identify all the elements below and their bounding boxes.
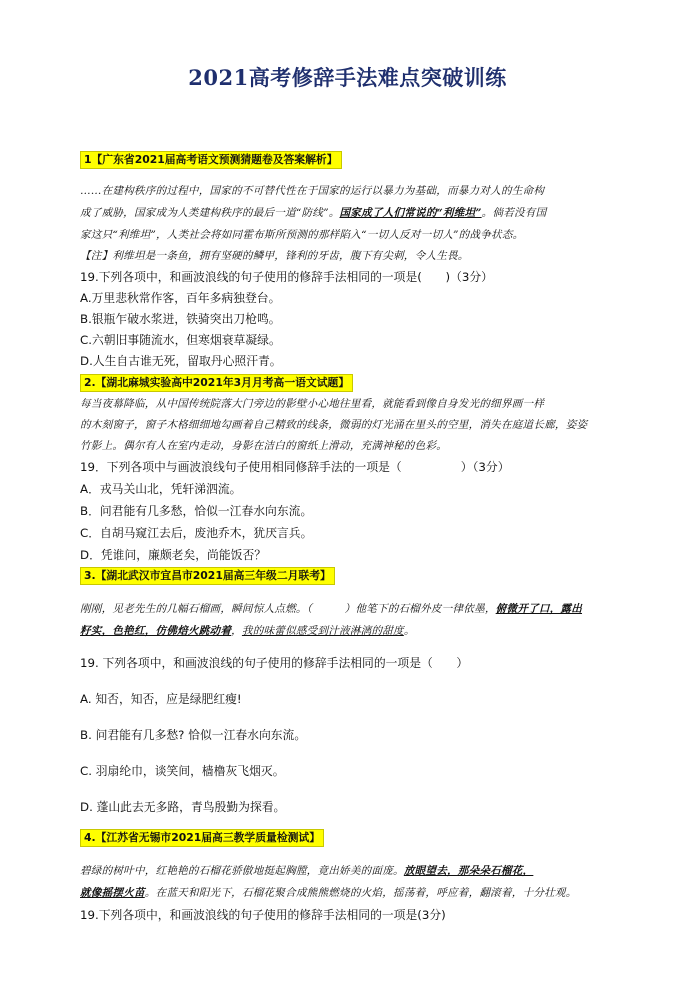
s3-paragraph-line-2 — [80, 622, 620, 640]
section-2-header: 2.【湖北麻城实验高中2021年3月月考高一语文试题】 — [80, 374, 353, 392]
s3-text-comma: ， — [231, 625, 242, 637]
section-1-header-line — [80, 150, 620, 169]
s2-option-c: C．自胡马窥江去后，废池乔木，犹厌言兵。 — [80, 526, 313, 540]
s3-wavy-sentence-3: 我的味蕾似感受到汁液淋漓的甜度 — [241, 625, 404, 637]
s4-wavy-sentence-1: 放眼望去，那朵朵石榴花， — [403, 865, 534, 877]
s2-paragraph-line-3: 竹影上。偶尔有人在室内走动，身影在洁白的窗纸上滑动，充满神秘的色彩。 — [80, 440, 447, 452]
s3-text-end: 。 — [403, 625, 415, 637]
s3-option-c: C. 羽扇纶巾，谈笑间，樯橹灰飞烟灭。 — [80, 764, 285, 778]
page-title: 2021高考修辞手法难点突破训练 — [188, 65, 507, 90]
s1-wavy-sentence: 国家成了人们常说的“利维坦” — [339, 207, 482, 219]
s1-question: 19.下列各项中，和画波浪线的句子使用的修辞手法相同的一项是( )（3分） — [80, 270, 493, 284]
section-4-header-line — [80, 828, 620, 847]
s1-text-pre: 成了威胁，国家成为人类建构秩序的最后一道“防线”。 — [80, 207, 340, 219]
s1-note: 【注】利维坦是一条鱼，拥有坚硬的鳞甲，锋利的牙齿，腹下有尖刺，令人生畏。 — [80, 250, 469, 262]
s3-option-d: D. 蓬山此去无多路，青鸟殷勤为探看。 — [80, 800, 286, 814]
s1-paragraph-line-1: ……在建构秩序的过程中，国家的不可替代性在于国家的运行以暴力为基础，而暴力对人的生命构 — [80, 185, 545, 197]
s4-wavy-sentence-2: 就像摇摆火苗 — [80, 887, 145, 899]
s1-option-d: D.人生自古谁无死，留取丹心照汗青。 — [80, 354, 282, 368]
s4-paragraph-line-2 — [80, 884, 620, 902]
section-2-header-line — [80, 373, 620, 392]
s4-paragraph-line-1 — [80, 862, 620, 880]
s2-paragraph-line-1: 每当夜幕降临，从中国传统院落大门旁边的影壁小心地往里看，就能看到像自身发光的细界画一样 — [80, 398, 545, 410]
s2-option-b: B．问君能有几多愁，恰似一江春水向东流。 — [80, 504, 313, 518]
s2-paragraph-line-2: 的木刻窗子，窗子木格细细地勾画着自己精致的线条，微弱的灯光涌在里头的空里，消失在庭道长廊，姿姿 — [80, 419, 588, 431]
s3-text-1: 刚刚，见老先生的几幅石榴画，瞬间惊人点燃。（ ）他笔下的石榴外皮一律依墨， — [80, 603, 496, 615]
s4-question: 19.下列各项中，和画波浪线的句子使用的修辞手法相同的一项是(3分) — [80, 908, 446, 922]
s1-paragraph-line-3: 家这只“利维坦”，人类社会将如同霍布斯所预测的那样陷入“一切人反对一切人”的战争状态。 — [80, 229, 524, 241]
s1-paragraph-line-2 — [80, 204, 620, 222]
s4-text-post: 。在蓝天和阳光下，石榴花聚合成熊熊燃烧的火焰，摇荡着，呼应着，翻滚着，十分壮观。 — [144, 887, 577, 899]
s3-question: 19. 下列各项中，和画波浪线的句子使用的修辞手法相同的一项是（ ） — [80, 656, 469, 670]
s1-option-c: C.六朝旧事随流水，但寒烟衰草凝绿。 — [80, 333, 281, 347]
s3-option-b: B. 问君能有几多愁? 恰似一江春水向东流。 — [80, 728, 307, 742]
s1-option-b: B.银瓶乍破水浆迸，铁骑突出刀枪鸣。 — [80, 312, 281, 326]
s2-option-d: D．凭谁问，廉颇老矣，尚能饭否？ — [80, 548, 267, 562]
s2-option-a: A．戎马关山北，凭轩涕泗流。 — [80, 482, 242, 496]
section-1-header: 1【广东省2021届高考语文预测猜题卷及答案解析】 — [80, 151, 342, 169]
s3-paragraph-line-1 — [80, 600, 620, 618]
section-3-header: 3.【湖北武汉市宜昌市2021届高三年级二月联考】 — [80, 567, 335, 585]
section-3-header-line — [80, 566, 620, 585]
section-4-header: 4.【江苏省无锡市2021届高三教学质量检测试】 — [80, 829, 324, 847]
s2-question: 19．下列各项中与画波浪线句子使用相同修辞手法的一项是（ ）（3分） — [80, 460, 510, 474]
s1-text-post: 。倘若没有国 — [481, 207, 547, 219]
s4-text-pre: 碧绿的树叶中，红艳艳的石榴花骄傲地挺起胸膛，竟出娇美的面庞。 — [80, 865, 404, 877]
s3-option-a: A. 知否，知否，应是绿肥红瘦! — [80, 692, 242, 706]
s1-option-a: A.万里悲秋常作客，百年多病独登台。 — [80, 291, 281, 305]
s3-wavy-sentence-2: 籽实，色艳红，仿佛焙火跳动着 — [80, 625, 232, 637]
s3-wavy-sentence-1: 俯微开了口，露出 — [495, 603, 583, 615]
